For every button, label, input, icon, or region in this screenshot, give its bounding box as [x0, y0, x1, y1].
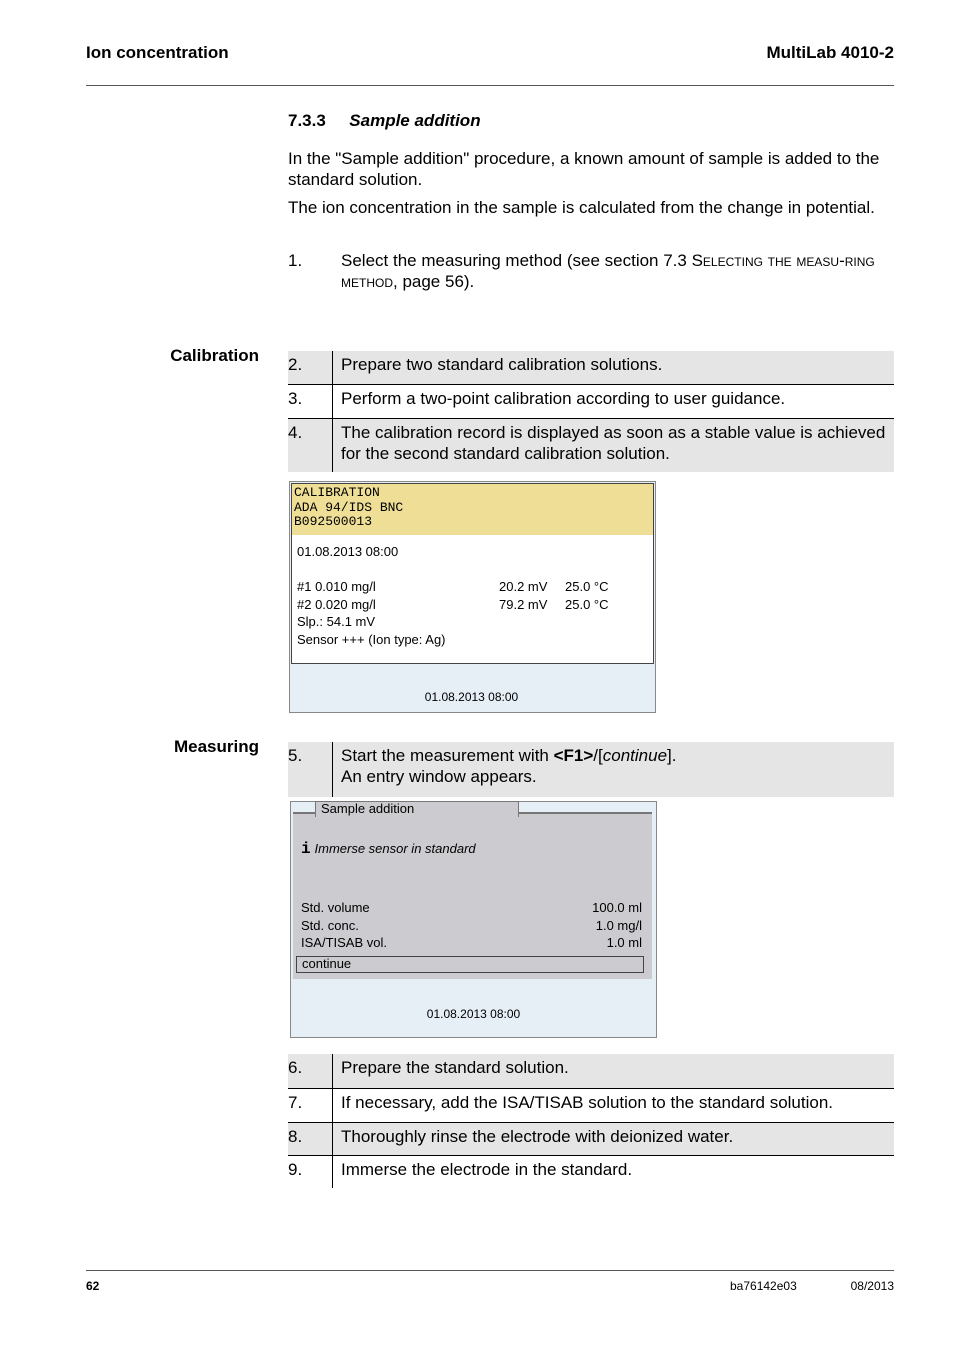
step-5-text-line-2: An entry window appears. [341, 767, 537, 786]
running-header-right: MultiLab 4010-2 [766, 43, 894, 62]
step-number: 6. [288, 1054, 333, 1088]
table-row [288, 351, 894, 384]
table-row [288, 1054, 894, 1088]
cal-point-1-label: #1 0.010 mg/l [297, 579, 376, 594]
calibration-slope: Slp.: 54.1 mV [297, 614, 376, 629]
display-footer-date: 01.08.2013 08:00 [424, 690, 519, 704]
page-number: 62 [86, 1279, 100, 1293]
table-row [288, 1088, 894, 1122]
field-std-volume-label: Std. volume [301, 900, 370, 915]
step-1-text-b: , page 56). [393, 272, 475, 291]
step-5-text-c: ]. [667, 746, 677, 765]
softkey-continue: continue [602, 746, 668, 765]
table-row [288, 1155, 894, 1188]
margin-label-calibration: Calibration [170, 346, 259, 365]
section-heading [288, 111, 481, 131]
info-icon: i [301, 840, 311, 858]
table-row [288, 384, 894, 418]
entry-window [293, 801, 652, 979]
step-number: 7. [288, 1088, 333, 1122]
calibration-date: 01.08.2013 08:00 [297, 544, 399, 559]
cal-point-2-mv: 79.2 mV [499, 597, 548, 612]
calibration-record-panel [291, 483, 654, 664]
cal-point-2-temp: 25.0 °C [565, 597, 609, 612]
step-text: Perform a two-point calibration according to user guidance. [333, 384, 895, 418]
measuring-step-5-table [288, 742, 894, 797]
header-line: B092500013 [294, 514, 373, 529]
document-number: ba76142e03 [730, 1279, 797, 1293]
table-row [288, 1122, 894, 1155]
step-1-text [341, 250, 886, 292]
section-number: 7.3.3 [288, 111, 326, 130]
step-1-number: 1. [288, 251, 303, 270]
step-text [333, 742, 895, 797]
step-text: If necessary, add the ISA/TISAB solution to the standard solution. [333, 1088, 895, 1122]
calibration-display [289, 481, 656, 713]
table-row [288, 742, 894, 797]
cal-point-1-mv: 20.2 mV [499, 579, 548, 594]
header-rule [86, 85, 894, 86]
step-text: Immerse the electrode in the standard. [341, 1159, 633, 1179]
margin-label-measuring: Measuring [173, 737, 259, 756]
f1-key: <F1> [553, 746, 594, 765]
table-row [288, 418, 894, 472]
document-date: 08/2013 [850, 1279, 894, 1293]
field-std-conc-label: Std. conc. [301, 918, 359, 933]
header-line: CALIBRATION [294, 485, 380, 500]
window-title: Sample addition [315, 801, 519, 817]
step-number: 9. [288, 1155, 333, 1188]
measuring-steps-table [288, 1054, 894, 1188]
step-text: Prepare two standard calibration solutions. [333, 351, 895, 384]
calibration-record-header [292, 484, 653, 535]
step-number: 5. [288, 742, 333, 797]
info-row [301, 840, 476, 858]
step-number: 2. [288, 351, 333, 384]
cal-point-1-temp: 25.0 °C [565, 579, 609, 594]
step-text: Thoroughly rinse the electrode with deionized water. [333, 1122, 895, 1155]
step-text: The calibration record is displayed as soon as a stable value is achieved for the second standard calibration solution. [333, 418, 895, 472]
info-text: Immerse sensor in standard [314, 841, 476, 856]
intro-paragraph-1: In the "Sample addition" procedure, a known amount of sample is added to the standard solution. [288, 149, 880, 189]
header-line: ADA 94/IDS BNC [294, 499, 404, 515]
footer-rule [86, 1270, 894, 1271]
step-5-text-a: Start the measurement with [341, 746, 554, 765]
sensor-evaluation: Sensor +++ (Ion type: Ag) [297, 632, 446, 647]
step-number: 8. [288, 1122, 333, 1155]
field-std-volume-value[interactable]: 100.0 ml [592, 900, 642, 915]
display-footer-date: 01.08.2013 08:00 [426, 1007, 521, 1021]
cal-point-2-label: #2 0.020 mg/l [297, 597, 376, 612]
field-std-conc-value[interactable]: 1.0 mg/l [595, 918, 642, 933]
sample-addition-display [290, 801, 657, 1038]
field-isa-tisab-value[interactable]: 1.0 ml [606, 935, 642, 950]
step-number: 4. [288, 418, 333, 472]
section-title: Sample addition [349, 111, 481, 130]
calibration-steps-table [288, 351, 894, 472]
step-text: Prepare the standard solution. [333, 1054, 895, 1088]
step-5-text-b: /[ [593, 746, 603, 765]
step-1-text-a: Select the measuring method (see section 7.3 [341, 251, 692, 270]
continue-button[interactable]: continue [296, 956, 644, 973]
intro-paragraph-2: The ion concentration in the sample is calculated from the change in potential. [288, 198, 875, 217]
cross-reference-link[interactable]: Selecting the measu-ring method [341, 251, 875, 291]
running-header-left: Ion concentration [86, 43, 229, 62]
step-number: 3. [288, 384, 333, 418]
field-isa-tisab-label: ISA/TISAB vol. [301, 935, 387, 950]
